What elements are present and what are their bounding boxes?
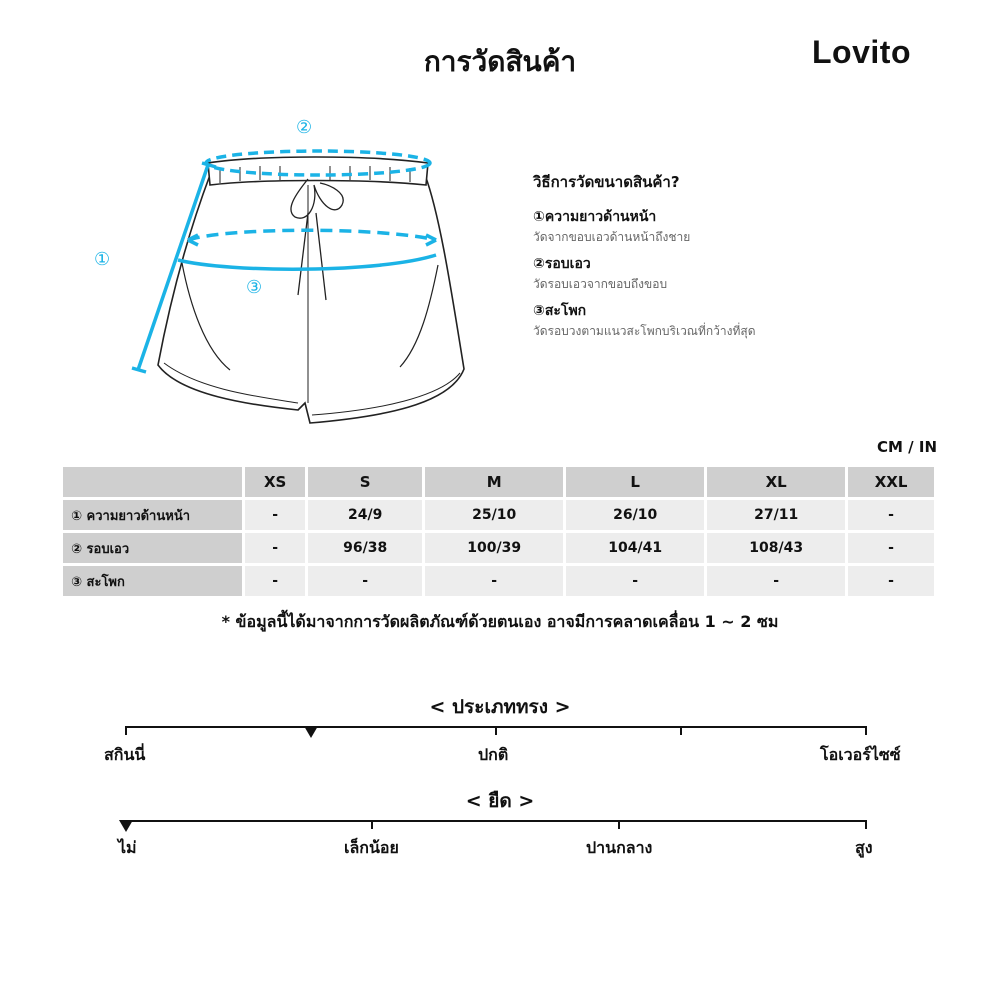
- table-cell: -: [245, 500, 305, 530]
- size-column-header: XL: [707, 467, 845, 497]
- table-cell: 24/9: [308, 500, 422, 530]
- scale-tick: [618, 820, 620, 829]
- table-cell: 108/43: [707, 533, 845, 563]
- table-cell: 25/10: [425, 500, 563, 530]
- stretch-scale: [126, 820, 866, 850]
- stretch-selected-marker: [119, 820, 133, 832]
- fit-label-regular: ปกติ: [478, 745, 509, 764]
- scale-tick: [125, 726, 127, 735]
- table-cell: 96/38: [308, 533, 422, 563]
- scale-tick: [680, 726, 682, 735]
- unit-label: CM / IN: [877, 438, 937, 456]
- brand-logo: Lovito: [812, 34, 911, 70]
- fit-label-oversize: โอเวอร์ไซซ์: [820, 745, 901, 764]
- how-to-heading: วิธีการวัดขนาดสินค้า?: [533, 173, 680, 191]
- table-cell: -: [425, 566, 563, 596]
- table-cell: -: [308, 566, 422, 596]
- fit-label-skinny: สกินนี่: [104, 745, 146, 764]
- table-cell: -: [848, 566, 934, 596]
- fit-selected-marker: [304, 726, 318, 738]
- row-label: ③ สะโพก: [63, 566, 242, 596]
- scale-tick: [371, 820, 373, 829]
- scale-line: [126, 820, 866, 822]
- table-cell: 104/41: [566, 533, 704, 563]
- marker-1: ①: [94, 249, 111, 270]
- howto-item-title: ①ความยาวด้านหน้า: [533, 209, 657, 225]
- row-label: ② รอบเอว: [63, 533, 242, 563]
- size-table-header: [63, 467, 934, 497]
- measurement-note: * ข้อมูลนี้ได้มาจากการวัดผลิตภัณฑ์ด้วยตนเอง อาจมีการคลาดเคลื่อน 1 ~ 2 ซม: [221, 612, 779, 631]
- shorts-diagram: [80, 105, 500, 440]
- page-title: การวัดสินค้า: [423, 45, 577, 78]
- scale-tick: [495, 726, 497, 735]
- size-column-header: S: [308, 467, 422, 497]
- table-cell: -: [566, 566, 704, 596]
- table-cell: 27/11: [707, 500, 845, 530]
- table-row: [63, 566, 934, 596]
- table-row: [63, 500, 934, 530]
- scale-tick: [865, 726, 867, 735]
- table-row: [63, 533, 934, 563]
- size-column-header: M: [425, 467, 563, 497]
- scale-tick: [865, 820, 867, 829]
- row-label: ① ความยาวด้านหน้า: [63, 500, 242, 530]
- size-column-header: L: [566, 467, 704, 497]
- stretch-label-none: ไม่: [118, 838, 137, 857]
- stretch-label-medium: ปานกลาง: [586, 838, 653, 857]
- howto-item-title: ③สะโพก: [533, 303, 587, 319]
- table-cell: 100/39: [425, 533, 563, 563]
- stretch-scale-title: < ยืด >: [465, 790, 535, 812]
- stretch-label-high: สูง: [855, 838, 873, 857]
- corner-cell: [63, 467, 242, 497]
- table-cell: 26/10: [566, 500, 704, 530]
- howto-item-desc: วัดรอบวงตามแนวสะโพกบริเวณที่กว้างที่สุด: [533, 324, 756, 338]
- size-column-header: XS: [245, 467, 305, 497]
- size-table: [60, 464, 937, 599]
- marker-2: ②: [296, 117, 313, 138]
- howto-item-title: ②รอบเอว: [533, 256, 591, 272]
- how-to-measure: [533, 170, 953, 347]
- table-cell: -: [245, 566, 305, 596]
- shorts-outline: [158, 175, 464, 423]
- table-cell: -: [848, 533, 934, 563]
- table-cell: -: [848, 500, 934, 530]
- howto-item-desc: วัดรอบเอวจากขอบถึงขอบ: [533, 277, 668, 291]
- marker-3: ③: [246, 277, 263, 298]
- fit-scale-title: < ประเภททรง >: [429, 696, 571, 718]
- table-cell: -: [707, 566, 845, 596]
- table-cell: -: [245, 533, 305, 563]
- stretch-label-slight: เล็กน้อย: [344, 838, 399, 857]
- size-column-header: XXL: [848, 467, 934, 497]
- howto-item-desc: วัดจากขอบเอวด้านหน้าถึงชาย: [533, 230, 691, 244]
